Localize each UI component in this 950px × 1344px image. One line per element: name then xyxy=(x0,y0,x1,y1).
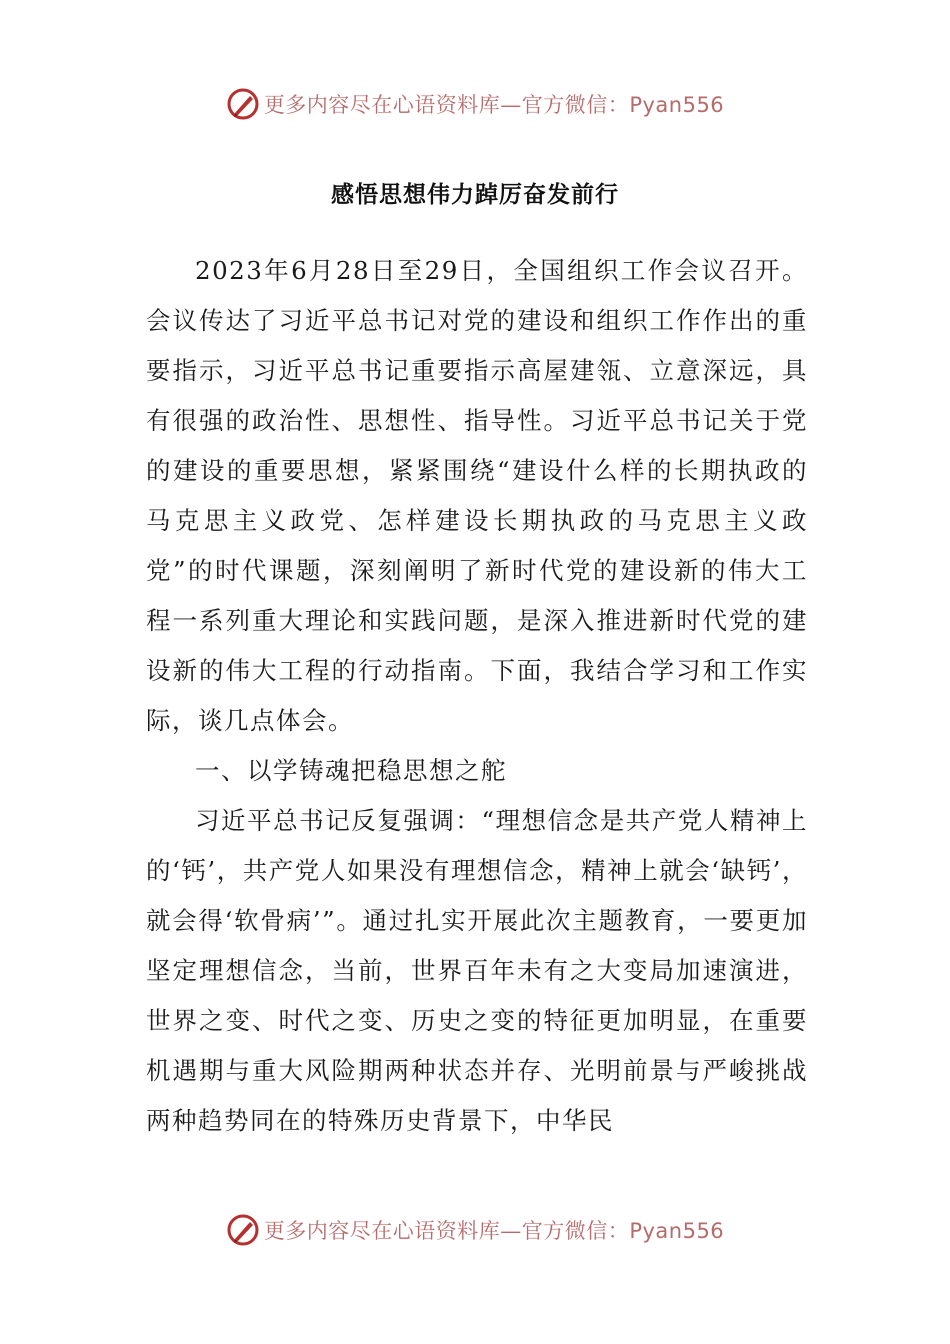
footer-watermark-text xyxy=(264,1215,724,1245)
document-body xyxy=(146,246,808,1146)
header-watermark-text xyxy=(264,89,724,119)
footer-watermark-banner xyxy=(0,1210,950,1250)
header-watermark-banner xyxy=(0,84,950,124)
footer-watermark-handle: Pyan556 xyxy=(629,1219,725,1243)
header-watermark-label: 更多内容尽在心语资料库—官方微信： xyxy=(263,93,630,117)
pen-logo-icon xyxy=(226,87,260,121)
section-heading-1: 一、以学铸魂把稳思想之舵 xyxy=(195,756,507,785)
pen-logo-icon xyxy=(226,1213,260,1247)
paragraph-section-1: 习近平总书记反复强调：“理想信念是共产党人精神上的‘钙’，共产党人如果没有理想信念，精神上就会‘缺钙’，就会得‘软骨病’”。通过扎实开展此次主题教育，一要更加坚定理想信念，当前，世界百年未有之大变局加速演进，世界之变、时代之变、历史之变的特征更加明显，在重要机遇期与重大风险期两种状态并存、光明前景与严峻挑战两种趋势同在的特殊历史背景下，中华民 xyxy=(146,806,808,1135)
document-title: 感悟思想伟力踔厉奋发前行 xyxy=(331,182,619,208)
paragraph-intro: 2023年6月28日至29日，全国组织工作会议召开。会议传达了习近平总书记对党的建设和组织工作作出的重要指示，习近平总书记重要指示高屋建瓴、立意深远，具有很强的政治性、思想性、指导性。习近平总书记关于党的建设的重要思想，紧紧围绕“建设什么样的长期执政的马克思主义政党、怎样建设长期执政的马克思主义政党”的时代课题，深刻阐明了新时代党的建设新的伟大工程一系列重大理论和实践问题，是深入推进新时代党的建设新的伟大工程的行动指南。下面，我结合学习和工作实际，谈几点体会。 xyxy=(146,256,808,735)
header-watermark-handle: Pyan556 xyxy=(629,93,725,117)
footer-watermark-label: 更多内容尽在心语资料库—官方微信： xyxy=(263,1219,630,1243)
